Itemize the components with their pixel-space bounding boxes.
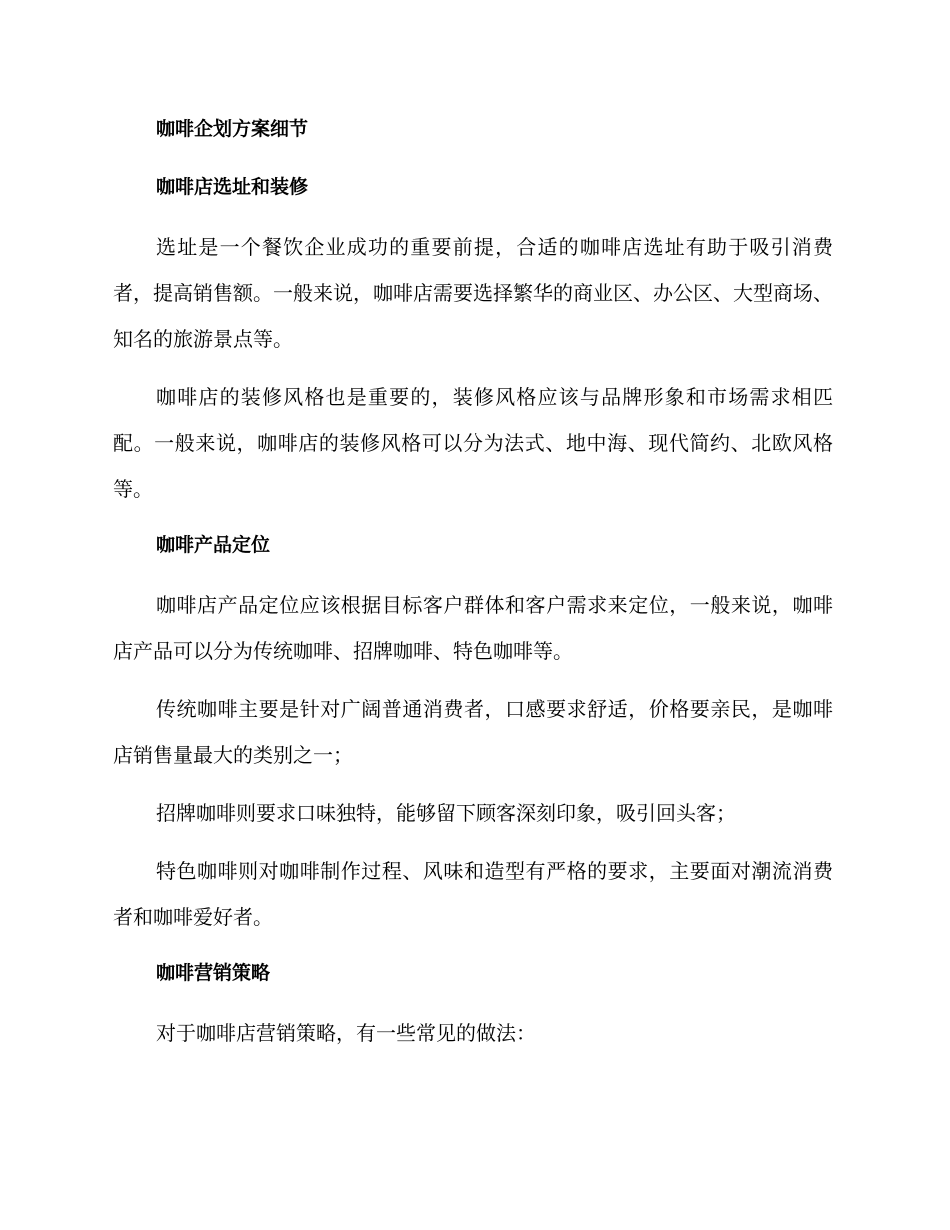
paragraph: 对于咖啡店营销策略，有一些常见的做法： [156, 1021, 536, 1045]
document-body [113, 108, 833, 1068]
paragraph: 特色咖啡则对咖啡制作过程、风味和造型有严格的要求，主要面对潮流消费者和咖啡爱好者。 [113, 859, 833, 929]
paragraph: 咖啡店的装修风格也是重要的，装修风格应该与品牌形象和市场需求相匹配。一般来说，咖啡店的装修风格可以分为法式、地中海、现代简约、北欧风格等。 [113, 385, 833, 501]
paragraph: 选址是一个餐饮企业成功的重要前提，合适的咖啡店选址有助于吸引消费者，提高销售额。一般来说，咖啡店需要选择繁华的商业区、办公区、大型商场、知名的旅游景点等。 [113, 235, 833, 351]
paragraph: 招牌咖啡则要求口味独特，能够留下顾客深刻印象，吸引回头客； [156, 801, 736, 825]
section-heading-location: 咖啡店选址和装修 [156, 176, 309, 198]
section-heading-product: 咖啡产品定位 [156, 534, 271, 556]
paragraph: 传统咖啡主要是针对广阔普通消费者，口感要求舒适，价格要亲民，是咖啡店销售量最大的类别之一； [113, 697, 833, 767]
document-title: 咖啡企划方案细节 [156, 118, 309, 140]
section-heading-marketing: 咖啡营销策略 [156, 962, 271, 984]
paragraph: 咖啡店产品定位应该根据目标客户群体和客户需求来定位，一般来说，咖啡店产品可以分为传统咖啡、招牌咖啡、特色咖啡等。 [113, 593, 833, 663]
